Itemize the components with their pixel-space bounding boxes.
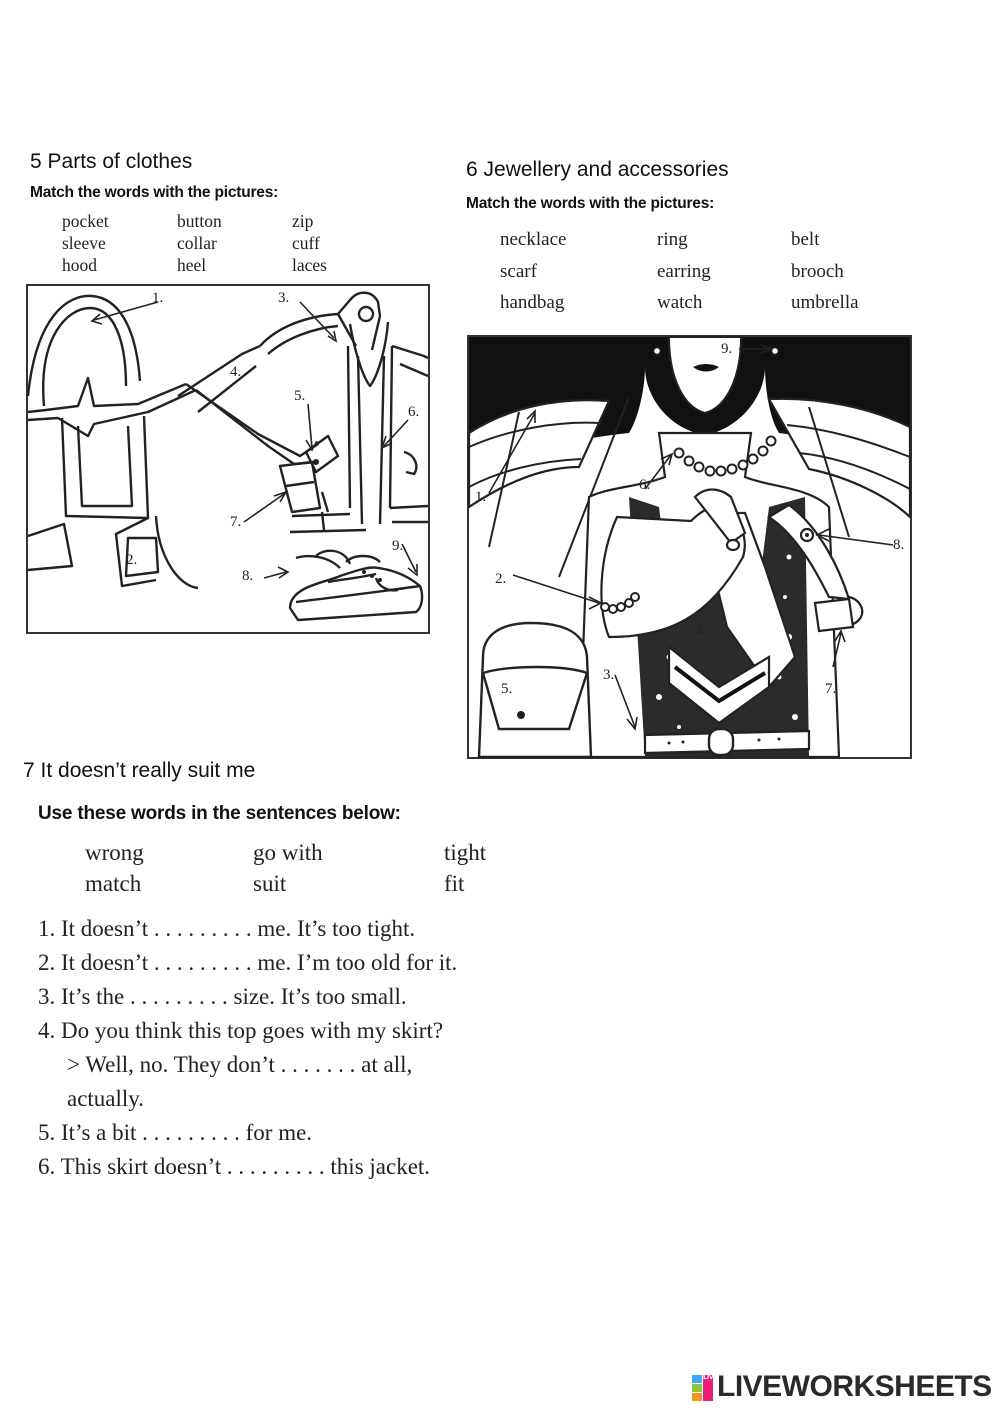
illustration-label: 1. [475,489,487,505]
word-bank-item: fit [444,871,465,896]
word-bank-item: wrong [85,840,144,865]
word-bank-item: collar [177,233,217,253]
word-bank-item: match [85,871,142,896]
section6-title: 6 Jewellery and accessories [466,158,729,181]
word-bank-item: earring [657,261,711,282]
illustration-label: 2. [126,552,138,568]
jewellery-drawing [469,337,910,757]
illustration-label: 3. [278,290,290,306]
liveworksheets-logo [692,1370,992,1404]
illustration-label: 2. [495,571,507,587]
illustration-label: 4. [695,623,707,639]
word-bank-item: scarf [500,261,537,282]
word-bank-item: belt [791,229,820,250]
section7-title: 7 It doesn’t really suit me [23,759,256,782]
word-bank-item: sleeve [62,233,106,253]
word-bank-item: cuff [292,233,320,253]
word-bank-item: necklace [500,229,567,250]
word-bank-item: tight [444,840,487,865]
logo-mark-icon [692,1373,718,1401]
section6-instruction: Match the words with the pictures: [466,195,715,212]
word-bank-item: umbrella [791,292,859,313]
logo-side-text: LIVE [703,1375,713,1401]
illustration-label: 8. [893,537,905,553]
word-bank-item: watch [657,292,703,313]
word-bank-item: pocket [62,211,109,231]
illustration-label: 6. [408,404,420,420]
sentence: 5. It’s a bit . . . . . . . . . for me. [38,1120,313,1145]
word-bank-item: hood [62,255,97,275]
section5-instruction: Match the words with the pictures: [30,184,279,201]
sentence: 2. It doesn’t . . . . . . . . . me. I’m too old for it. [38,950,458,975]
section5-title: 5 Parts of clothes [30,150,193,173]
illustration-label: 5. [501,681,513,697]
word-bank-item: ring [657,229,688,250]
illustration-label: 5. [294,388,306,404]
illustration-label: 7. [230,514,242,530]
sentence: 1. It doesn’t . . . . . . . . . me. It’s too tight. [38,916,416,941]
clothes-drawing [28,286,428,632]
sentence: > Well, no. They don’t . . . . . . . at all, [67,1052,413,1077]
sentence: actually. [67,1086,145,1111]
word-bank-item: go with [253,840,323,865]
word-bank-item: laces [292,255,327,275]
illustration-label: 4. [230,364,242,380]
sentence: 3. It’s the . . . . . . . . . size. It’s too small. [38,984,407,1009]
sentence: 4. Do you think this top goes with my skirt? [38,1018,444,1043]
word-bank-item: button [177,211,222,231]
illustration-label: 9. [392,538,404,554]
sentence: 6. This skirt doesn’t . . . . . . . . . this jacket. [38,1154,431,1179]
word-bank-item: heel [177,255,207,275]
illustration-label: 6. [639,477,651,493]
word-bank-item: handbag [500,292,565,313]
illustration-label: 9. [721,341,733,357]
illustration-label: 1. [152,290,164,306]
illustration-label: 8. [242,568,254,584]
jewellery-illustration [467,335,912,759]
word-bank-item: suit [253,871,287,896]
word-bank-item: zip [292,211,314,231]
illustration-label: 3. [603,667,615,683]
word-bank-item: brooch [791,261,844,282]
illustration-label: 7. [825,681,837,697]
clothes-illustration [26,284,430,634]
logo-text: LIVEWORKSHEETS [717,1370,992,1403]
section7-instruction: Use these words in the sentences below: [38,803,401,824]
